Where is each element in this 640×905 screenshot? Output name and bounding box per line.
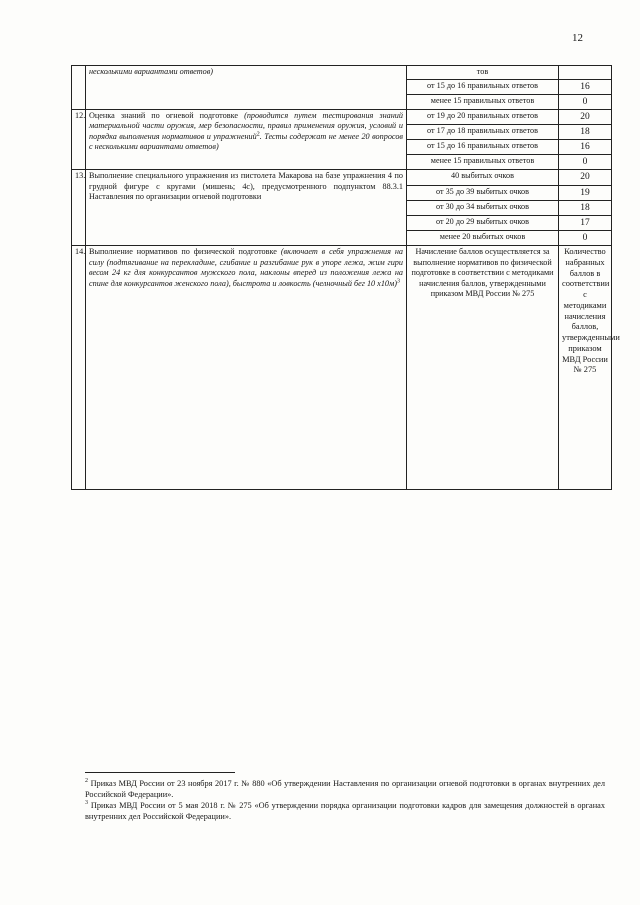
condition-cell: от 15 до 16 правильных ответов [407, 79, 559, 94]
score-cell: 0 [559, 231, 612, 246]
score-cell: 0 [559, 94, 612, 109]
score-cell: 19 [559, 185, 612, 200]
condition-cell: от 17 до 18 правильных ответов [407, 124, 559, 139]
table-row [72, 246, 612, 490]
condition-cell: менее 20 выбитых очков [407, 231, 559, 246]
item-description-cell [86, 66, 407, 110]
item-description-cell [86, 109, 407, 170]
condition-cell: 40 выбитых очков [407, 170, 559, 185]
score-cell [559, 66, 612, 80]
item-description-italic: несколькими вариантами ответов) [89, 67, 213, 76]
item-description-text: Оценка знаний по огневой подготовке [89, 110, 239, 120]
condition-cell: тов [407, 66, 559, 80]
footnote [85, 801, 605, 823]
condition-cell: Начисление баллов осуществляется за выполнение нормативов по физической подготовке в соответствии с методиками начисления баллов, утвержденными приказом МВД России № 275 [407, 246, 559, 490]
item-description-italic: (проводится путем тестирования знаний материальной части оружия, мер безопасности, правил применения оружия, условий и порядка выполнения нормативов и упражнений [89, 110, 403, 141]
table-row [72, 109, 612, 124]
condition-cell: от 20 до 29 выбитых очков [407, 215, 559, 230]
footnote-marker: 2 [256, 131, 260, 138]
item-description-text: Выполнение нормативов по физической подготовке [89, 247, 277, 257]
criteria-table [71, 65, 620, 490]
footnote-text: Приказ МВД России от 5 мая 2018 г. № 275 «Об утверждении порядка организации подготовки кадров для замещения должностей в органах внутренних дел Российской Федерации». [85, 800, 606, 821]
score-cell: 18 [559, 124, 612, 139]
score-cell: 0 [559, 155, 612, 170]
footnote-marker: 3 [396, 277, 400, 284]
footnote [85, 779, 605, 801]
score-cell: 20 [559, 109, 612, 124]
condition-cell: от 30 до 34 выбитых очков [407, 200, 559, 215]
footnotes [85, 772, 605, 823]
item-description-italic: (включает в себя упражнения на силу (подтягивание на перекладине, сгибание и разгибание рук в упоре лежа, жим гири весом 24 кг для конкурсантов мужского пола, наклоны вперед из положения лежа на спине для конкурсантов женского пола), быстрота и ловкость (челночный бег 10 х10м) [89, 247, 403, 288]
condition-cell: менее 15 правильных ответов [407, 155, 559, 170]
page-number: 12 [572, 32, 583, 44]
item-description-italic: . Тесты содержат не менее 20 вопросов с несколькими вариантами ответов) [89, 131, 403, 152]
footnote-text: Приказ МВД России от 23 ноября 2017 г. № 880 «Об утверждении Наставления по организации огневой подготовки в органах внутренних дел Российской Федерации». [85, 779, 605, 799]
item-description-cell [86, 246, 407, 490]
item-number-cell: 12. [72, 109, 86, 170]
condition-cell: менее 15 правильных ответов [407, 94, 559, 109]
score-cell: 20 [559, 170, 612, 185]
condition-cell: от 19 до 20 правильных ответов [407, 109, 559, 124]
score-cell: Количество набранных баллов в соответствии с методиками начисления баллов, утвержденными приказом МВД России № 275 [559, 246, 612, 490]
table-row [72, 170, 612, 185]
item-number-cell: 14. [72, 246, 86, 490]
footnote-marker: 3 [85, 800, 88, 807]
condition-cell: от 15 до 16 правильных ответов [407, 140, 559, 155]
condition-cell: от 35 до 39 выбитых очков [407, 185, 559, 200]
score-cell: 18 [559, 200, 612, 215]
score-cell: 16 [559, 79, 612, 94]
item-description-cell: Выполнение специального упражнения из пистолета Макарова на базе упражнения 4 по грудной фигуре с кругами (мишень; 4с), предусмотренного подпунктом 88.3.1 Наставления по организации огневой подготовки [86, 170, 407, 246]
score-cell: 17 [559, 215, 612, 230]
score-cell: 16 [559, 140, 612, 155]
item-number-cell: 13. [72, 170, 86, 246]
table-row [72, 66, 612, 80]
item-number-cell [72, 66, 86, 110]
footnote-separator [85, 772, 235, 773]
footnote-marker: 2 [85, 778, 88, 785]
